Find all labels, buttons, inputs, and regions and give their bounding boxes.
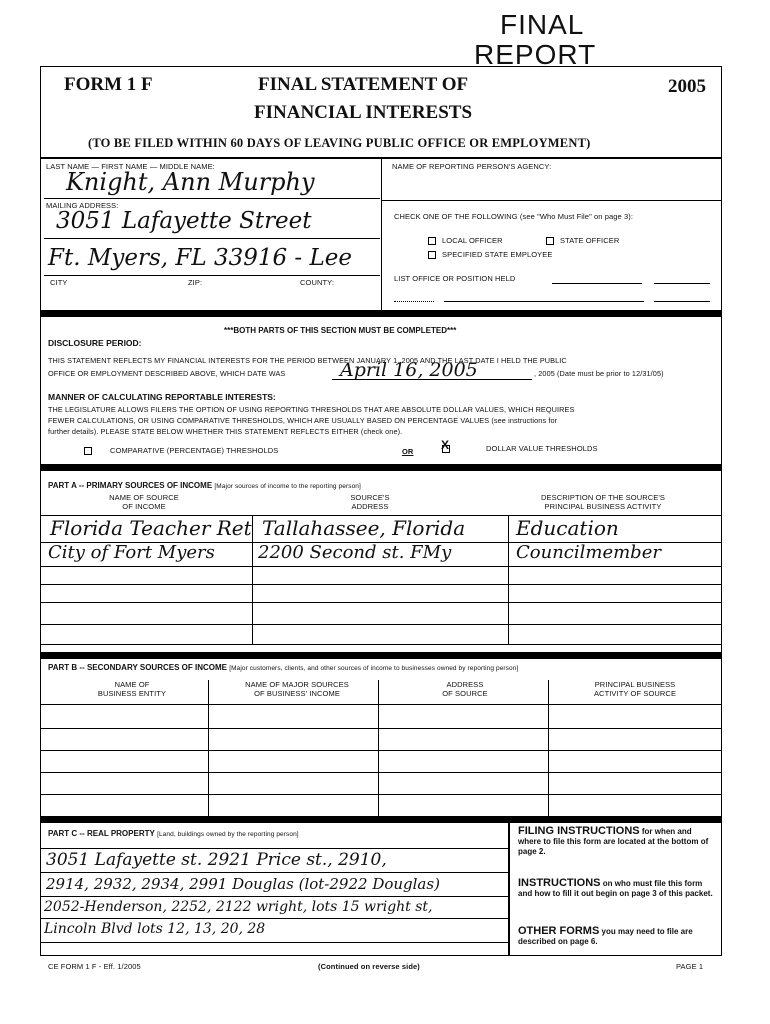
comparative-checkbox[interactable] xyxy=(84,447,92,455)
state-officer-option[interactable]: STATE OFFICER xyxy=(546,236,619,245)
city-label: CITY xyxy=(50,278,68,287)
continued-note: (Continued on reverse side) xyxy=(318,962,420,971)
part-a-row1-name[interactable]: Florida Teacher Ret xyxy=(50,516,252,540)
disclosure-period-heading: DISCLOSURE PERIOD: xyxy=(48,338,142,348)
part-b-col1-header: NAME OF BUSINESS ENTITY xyxy=(97,680,167,698)
part-a-row2-activity[interactable]: Councilmember xyxy=(516,542,661,563)
dollar-option[interactable]: X DOLLAR VALUE THRESHOLDS xyxy=(441,438,598,453)
part-a-col1-header: NAME OF SOURCE OF INCOME xyxy=(109,493,179,511)
period-text-1: THIS STATEMENT REFLECTS MY FINANCIAL INTERESTS FOR THE PERIOD BETWEEN JANUARY 1, 2005 AND THE LAST DATE I HELD THE PUBLIC xyxy=(48,356,567,365)
mailing-address-label: MAILING ADDRESS: xyxy=(46,201,119,210)
manner-heading: MANNER OF CALCULATING REPORTABLE INTERESTS: xyxy=(48,392,276,402)
part-a-col2-header: SOURCE'S ADDRESS xyxy=(350,493,390,511)
part-c-line3[interactable]: 2052-Henderson, 2252, 2122 wright, lots 15 wright st, xyxy=(44,899,433,915)
local-officer-option[interactable]: LOCAL OFFICER xyxy=(428,236,503,245)
form-id: FORM 1 F xyxy=(64,74,153,95)
name-field[interactable]: Knight, Ann Murphy xyxy=(66,168,315,196)
part-a-row1-activity[interactable]: Education xyxy=(516,516,619,540)
part-b-title: PART B -- SECONDARY SOURCES OF INCOME [Major customers, clients, and other sources of income to businesses owned by reporting person] xyxy=(48,663,519,672)
county-label: COUNTY: xyxy=(300,278,335,287)
state-officer-checkbox[interactable] xyxy=(546,237,554,245)
office-held-field[interactable] xyxy=(552,283,642,284)
manner-text-2: FEWER CALCULATIONS, OR USING COMPARATIVE THRESHOLDS, WHICH ARE USUALLY BASED ON PERCENTAGE VALUES (see instructions for xyxy=(48,416,558,425)
name-label: LAST NAME — FIRST NAME — MIDDLE NAME: xyxy=(46,162,215,171)
who-must-file-instructions: INSTRUCTIONS on who must file this form and how to fill it out begin on page 3 of this packet. xyxy=(518,877,713,898)
form-title-line1: FINAL STATEMENT OF xyxy=(258,74,469,95)
period-text-2: OFFICE OR EMPLOYMENT DESCRIBED ABOVE, WHICH DATE WAS xyxy=(48,369,286,378)
comparative-option[interactable]: COMPARATIVE (PERCENTAGE) THRESHOLDS xyxy=(84,446,278,455)
form-title-line2: FINANCIAL INTERESTS xyxy=(254,102,473,123)
part-a-row2-name[interactable]: City of Fort Myers xyxy=(48,542,215,563)
form-subtitle: (TO BE FILED WITHIN 60 DAYS OF LEAVING PUBLIC OFFICE OR EMPLOYMENT) xyxy=(88,136,591,150)
last-date-held-field[interactable]: April 16, 2005 xyxy=(340,359,478,381)
manner-text-3: further details). PLEASE STATE BELOW WHETHER THIS STATEMENT REFLECTS EITHER (check one). xyxy=(48,427,403,436)
part-b-col2-header: NAME OF MAJOR SOURCES OF BUSINESS' INCOME xyxy=(245,680,349,698)
form-reference: CE FORM 1 F - Eff. 1/2005 xyxy=(48,962,141,971)
city-zip-county-field[interactable]: Ft. Myers, FL 33916 - Lee xyxy=(48,245,352,271)
part-b-col4-header: PRINCIPAL BUSINESS ACTIVITY OF SOURCE xyxy=(593,680,677,698)
or-label: OR xyxy=(402,447,414,456)
part-c-title: PART C -- REAL PROPERTY [Land, buildings owned by the reporting person] xyxy=(48,829,299,838)
final-stamp-line2: REPORT xyxy=(474,39,597,70)
dollar-checkbox[interactable]: X xyxy=(441,438,450,453)
zip-label: ZIP: xyxy=(188,278,203,287)
list-office-label: LIST OFFICE OR POSITION HELD xyxy=(394,274,516,283)
page-number: PAGE 1 xyxy=(676,962,704,971)
part-a-row1-address[interactable]: Tallahassee, Florida xyxy=(262,516,466,540)
specified-employee-checkbox[interactable] xyxy=(428,251,436,259)
specified-employee-option[interactable]: SPECIFIED STATE EMPLOYEE xyxy=(428,250,552,259)
part-a-col3-header: DESCRIPTION OF THE SOURCE'S PRINCIPAL BUSINESS ACTIVITY xyxy=(540,493,665,511)
form-year: 2005 xyxy=(668,76,706,97)
part-c-line4[interactable]: Lincoln Blvd lots 12, 13, 20, 28 xyxy=(44,921,266,937)
part-c-line1[interactable]: 3051 Lafayette st. 2921 Price st., 2910, xyxy=(46,850,387,870)
other-forms-instructions: OTHER FORMS you may need to file are described on page 6. xyxy=(518,925,693,946)
both-parts-banner: ***BOTH PARTS OF THIS SECTION MUST BE COMPLETED*** xyxy=(224,326,457,335)
local-officer-checkbox[interactable] xyxy=(428,237,436,245)
part-b-col3-header: ADDRESS OF SOURCE xyxy=(442,680,488,698)
part-a-title: PART A -- PRIMARY SOURCES OF INCOME [Major sources of income to the reporting person] xyxy=(48,481,361,490)
part-c-line2[interactable]: 2914, 2932, 2934, 2991 Douglas (lot-2922 Douglas) xyxy=(46,875,440,893)
mailing-address-field[interactable]: 3051 Lafayette Street xyxy=(56,208,312,234)
filing-instructions: FILING INSTRUCTIONS for when and where to file this form are located at the bottom of page 2. xyxy=(518,825,709,856)
final-stamp-line1: FINAL xyxy=(500,9,585,40)
check-one-label: CHECK ONE OF THE FOLLOWING (see "Who Must File" on page 3): xyxy=(394,212,634,221)
period-text-3: , 2005 (Date must be prior to 12/31/05) xyxy=(534,369,664,378)
part-a-row2-address[interactable]: 2200 Second st. FMy xyxy=(258,542,452,563)
agency-label: NAME OF REPORTING PERSON'S AGENCY: xyxy=(392,162,552,171)
manner-text-1: THE LEGISLATURE ALLOWS FILERS THE OPTION OF USING REPORTING THRESHOLDS THAT ARE ABSOLUTE DOLLAR VALUES, WHICH REQUIRES xyxy=(48,405,575,414)
